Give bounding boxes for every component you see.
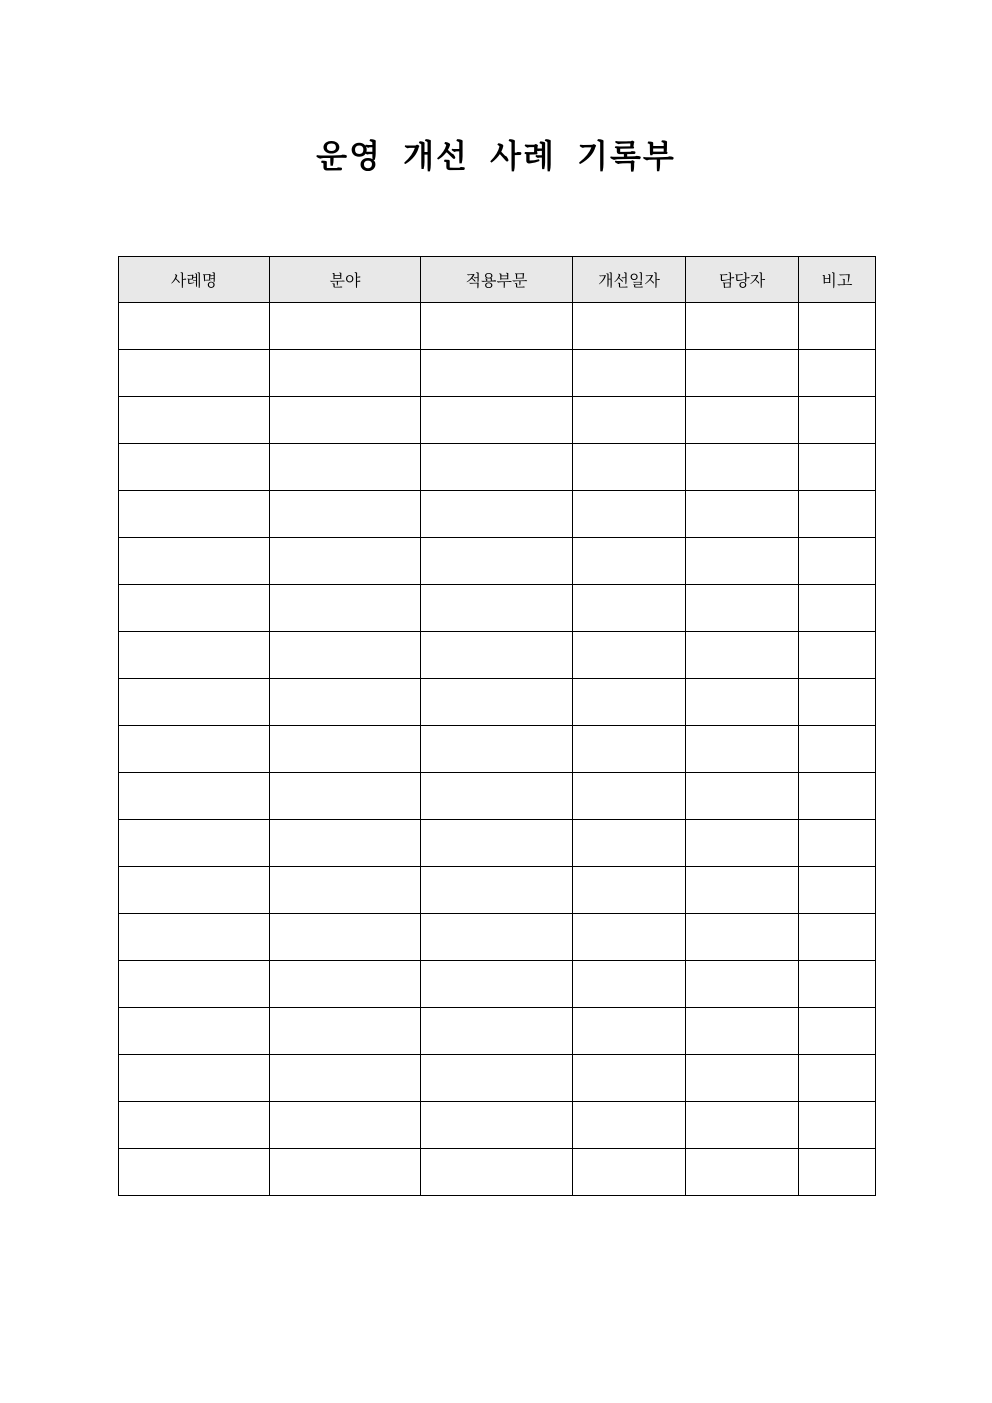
department-cell[interactable] xyxy=(421,491,573,538)
table-row xyxy=(119,1102,876,1149)
person-in-charge-cell[interactable] xyxy=(686,632,799,679)
remarks-cell[interactable] xyxy=(799,679,876,726)
remarks-cell[interactable] xyxy=(799,1102,876,1149)
case-name-cell[interactable] xyxy=(119,538,270,585)
improvement-date-cell[interactable] xyxy=(573,1055,686,1102)
table-row xyxy=(119,726,876,773)
field-cell[interactable] xyxy=(270,1008,421,1055)
remarks-cell[interactable] xyxy=(799,303,876,350)
case-name-cell[interactable] xyxy=(119,961,270,1008)
case-name-cell[interactable] xyxy=(119,350,270,397)
person-in-charge-cell[interactable] xyxy=(686,585,799,632)
remarks-cell[interactable] xyxy=(799,1055,876,1102)
improvement-date-cell[interactable] xyxy=(573,726,686,773)
table-row xyxy=(119,538,876,585)
field-cell[interactable] xyxy=(270,303,421,350)
person-in-charge-cell[interactable] xyxy=(686,961,799,1008)
remarks-cell[interactable] xyxy=(799,1149,876,1196)
case-name-cell[interactable] xyxy=(119,1149,270,1196)
improvement-date-cell[interactable] xyxy=(573,867,686,914)
person-in-charge-cell[interactable] xyxy=(686,1055,799,1102)
field-cell[interactable] xyxy=(270,632,421,679)
page-title: 운영 개선 사례 기록부 xyxy=(316,137,676,175)
table-row xyxy=(119,867,876,914)
person-in-charge-cell[interactable] xyxy=(686,679,799,726)
case-name-cell[interactable] xyxy=(119,397,270,444)
case-name-cell[interactable] xyxy=(119,491,270,538)
field-cell[interactable] xyxy=(270,867,421,914)
field-cell[interactable] xyxy=(270,350,421,397)
field-cell[interactable] xyxy=(270,726,421,773)
improvement-date-cell[interactable] xyxy=(573,1102,686,1149)
department-cell[interactable] xyxy=(421,1008,573,1055)
table-row xyxy=(119,350,876,397)
case-name-cell[interactable] xyxy=(119,303,270,350)
person-in-charge-cell[interactable] xyxy=(686,820,799,867)
case-name-cell[interactable] xyxy=(119,820,270,867)
field-cell[interactable] xyxy=(270,491,421,538)
column-header-improvement-date: 개선일자 xyxy=(573,257,686,303)
remarks-cell[interactable] xyxy=(799,1008,876,1055)
department-cell[interactable] xyxy=(421,303,573,350)
record-table xyxy=(118,256,876,1196)
department-cell[interactable] xyxy=(421,773,573,820)
improvement-date-cell[interactable] xyxy=(573,397,686,444)
remarks-cell[interactable] xyxy=(799,867,876,914)
case-name-cell[interactable] xyxy=(119,632,270,679)
improvement-date-cell[interactable] xyxy=(573,961,686,1008)
column-header-field: 분야 xyxy=(270,257,421,303)
department-cell[interactable] xyxy=(421,820,573,867)
department-cell[interactable] xyxy=(421,1149,573,1196)
case-name-cell[interactable] xyxy=(119,1102,270,1149)
person-in-charge-cell[interactable] xyxy=(686,914,799,961)
table-row xyxy=(119,773,876,820)
remarks-cell[interactable] xyxy=(799,726,876,773)
case-name-cell[interactable] xyxy=(119,867,270,914)
field-cell[interactable] xyxy=(270,679,421,726)
field-cell[interactable] xyxy=(270,820,421,867)
table-row xyxy=(119,1149,876,1196)
person-in-charge-cell[interactable] xyxy=(686,397,799,444)
case-name-cell[interactable] xyxy=(119,1008,270,1055)
table-header-row xyxy=(119,257,876,303)
person-in-charge-cell[interactable] xyxy=(686,350,799,397)
column-header-remarks: 비고 xyxy=(799,257,876,303)
table-row xyxy=(119,679,876,726)
table-row xyxy=(119,1008,876,1055)
field-cell[interactable] xyxy=(270,773,421,820)
remarks-cell[interactable] xyxy=(799,914,876,961)
department-cell[interactable] xyxy=(421,679,573,726)
case-name-cell[interactable] xyxy=(119,444,270,491)
remarks-cell[interactable] xyxy=(799,820,876,867)
column-header-case-name: 사례명 xyxy=(119,257,270,303)
case-name-cell[interactable] xyxy=(119,773,270,820)
field-cell[interactable] xyxy=(270,961,421,1008)
remarks-cell[interactable] xyxy=(799,585,876,632)
improvement-date-cell[interactable] xyxy=(573,491,686,538)
remarks-cell[interactable] xyxy=(799,538,876,585)
improvement-date-cell[interactable] xyxy=(573,632,686,679)
remarks-cell[interactable] xyxy=(799,491,876,538)
field-cell[interactable] xyxy=(270,444,421,491)
improvement-date-cell[interactable] xyxy=(573,1008,686,1055)
person-in-charge-cell[interactable] xyxy=(686,1008,799,1055)
department-cell[interactable] xyxy=(421,726,573,773)
person-in-charge-cell[interactable] xyxy=(686,538,799,585)
department-cell[interactable] xyxy=(421,538,573,585)
department-cell[interactable] xyxy=(421,914,573,961)
case-name-cell[interactable] xyxy=(119,914,270,961)
field-cell[interactable] xyxy=(270,538,421,585)
department-cell[interactable] xyxy=(421,961,573,1008)
field-cell[interactable] xyxy=(270,914,421,961)
person-in-charge-cell[interactable] xyxy=(686,1149,799,1196)
improvement-date-cell[interactable] xyxy=(573,444,686,491)
improvement-date-cell[interactable] xyxy=(573,350,686,397)
table-row xyxy=(119,820,876,867)
table-row xyxy=(119,914,876,961)
case-name-cell[interactable] xyxy=(119,679,270,726)
department-cell[interactable] xyxy=(421,585,573,632)
remarks-cell[interactable] xyxy=(799,961,876,1008)
person-in-charge-cell[interactable] xyxy=(686,773,799,820)
department-cell[interactable] xyxy=(421,1102,573,1149)
case-name-cell[interactable] xyxy=(119,726,270,773)
department-cell[interactable] xyxy=(421,350,573,397)
improvement-date-cell[interactable] xyxy=(573,914,686,961)
table-row xyxy=(119,1055,876,1102)
case-name-cell[interactable] xyxy=(119,585,270,632)
remarks-cell[interactable] xyxy=(799,444,876,491)
table-row xyxy=(119,491,876,538)
improvement-date-cell[interactable] xyxy=(573,1149,686,1196)
person-in-charge-cell[interactable] xyxy=(686,1102,799,1149)
field-cell[interactable] xyxy=(270,1102,421,1149)
table-row xyxy=(119,303,876,350)
field-cell[interactable] xyxy=(270,397,421,444)
field-cell[interactable] xyxy=(270,585,421,632)
table-row xyxy=(119,585,876,632)
department-cell[interactable] xyxy=(421,444,573,491)
table-row xyxy=(119,632,876,679)
department-cell[interactable] xyxy=(421,867,573,914)
table-row xyxy=(119,444,876,491)
remarks-cell[interactable] xyxy=(799,397,876,444)
column-header-department: 적용부문 xyxy=(421,257,573,303)
department-cell[interactable] xyxy=(421,397,573,444)
table-body xyxy=(119,303,876,1196)
person-in-charge-cell[interactable] xyxy=(686,491,799,538)
field-cell[interactable] xyxy=(270,1149,421,1196)
improvement-date-cell[interactable] xyxy=(573,679,686,726)
improvement-date-cell[interactable] xyxy=(573,303,686,350)
improvement-date-cell[interactable] xyxy=(573,773,686,820)
improvement-date-cell[interactable] xyxy=(573,585,686,632)
improvement-date-cell[interactable] xyxy=(573,538,686,585)
remarks-cell[interactable] xyxy=(799,350,876,397)
person-in-charge-cell[interactable] xyxy=(686,726,799,773)
table-row xyxy=(119,397,876,444)
improvement-date-cell[interactable] xyxy=(573,820,686,867)
remarks-cell[interactable] xyxy=(799,632,876,679)
person-in-charge-cell[interactable] xyxy=(686,867,799,914)
department-cell[interactable] xyxy=(421,1055,573,1102)
table-row xyxy=(119,961,876,1008)
person-in-charge-cell[interactable] xyxy=(686,303,799,350)
department-cell[interactable] xyxy=(421,632,573,679)
case-name-cell[interactable] xyxy=(119,1055,270,1102)
person-in-charge-cell[interactable] xyxy=(686,444,799,491)
field-cell[interactable] xyxy=(270,1055,421,1102)
column-header-person-in-charge: 담당자 xyxy=(686,257,799,303)
remarks-cell[interactable] xyxy=(799,773,876,820)
